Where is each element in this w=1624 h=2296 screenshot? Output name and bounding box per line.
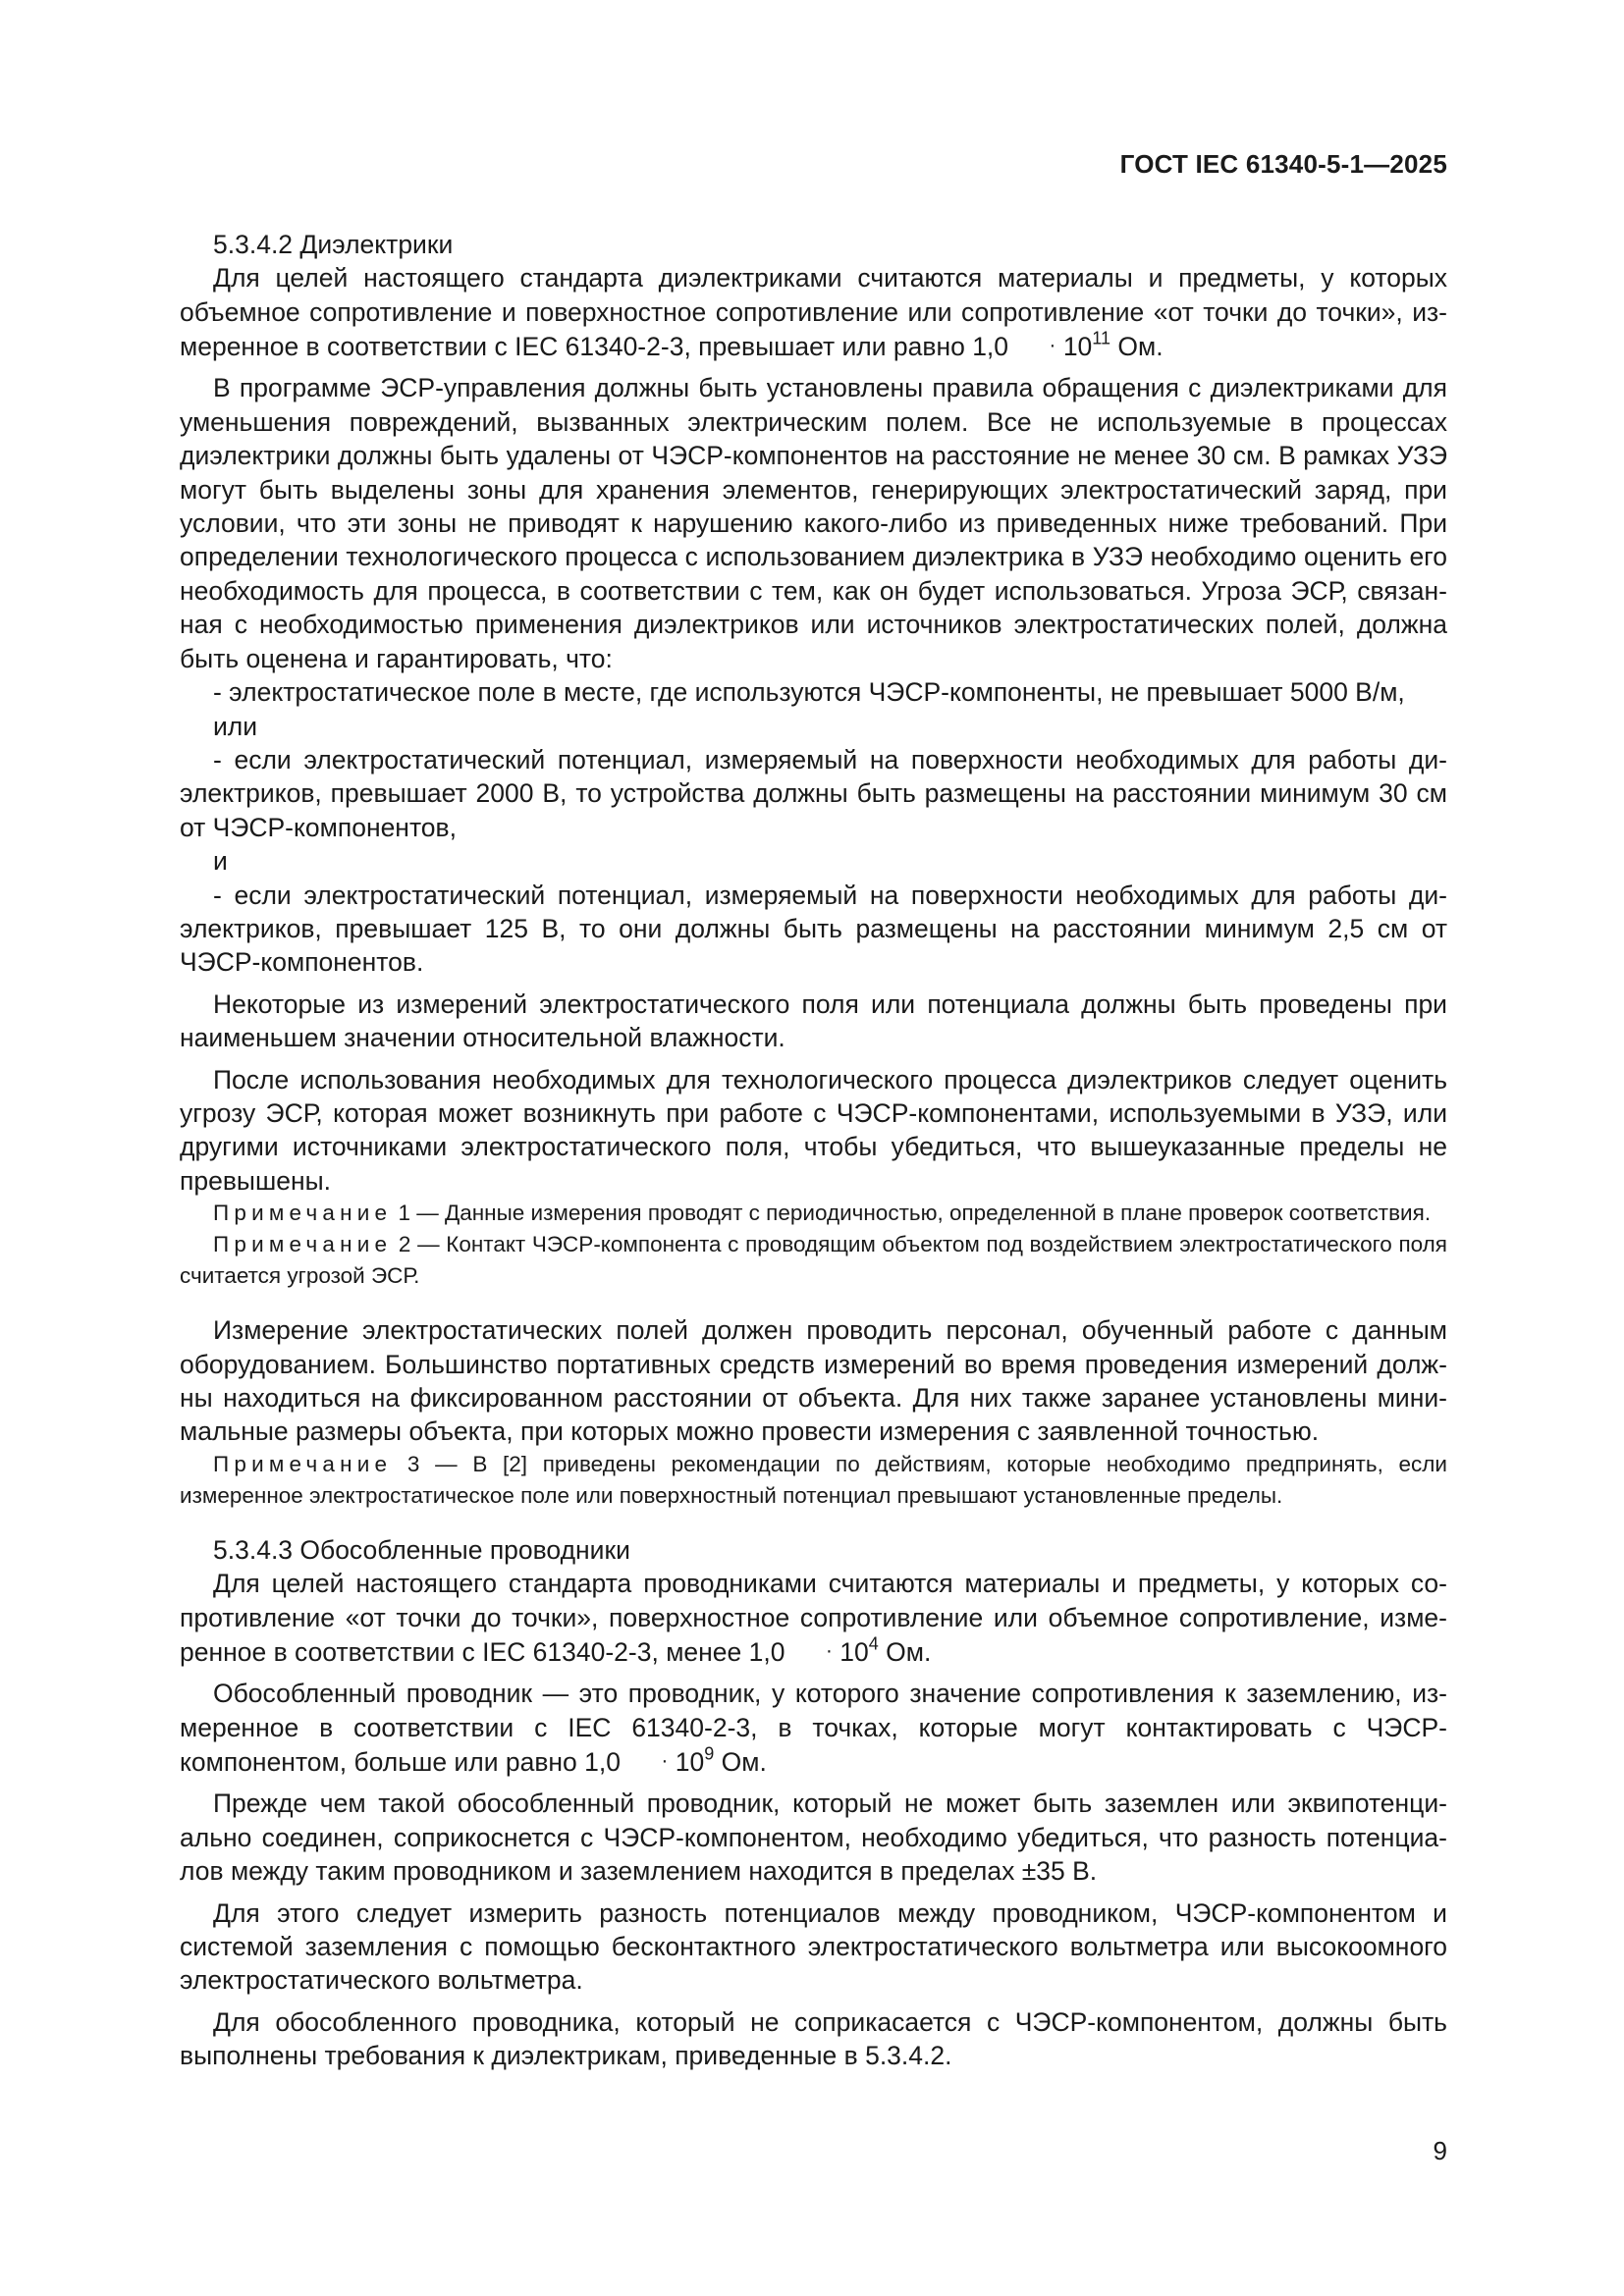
paragraph xyxy=(180,1677,1447,1779)
section-heading-dielectrics: 5.3.4.2 Диэлектрики xyxy=(213,230,454,259)
list-item: - электростатическое поле в месте, где используются ЧЭСР-компоненты, не превышает 5000 В/м, xyxy=(213,677,1405,708)
note xyxy=(180,1449,1447,1512)
text-run: Ом. xyxy=(878,1636,932,1667)
section-heading-conductors: 5.3.4.3 Обособленные проводники xyxy=(213,1534,630,1565)
conjunction: или xyxy=(213,711,258,741)
note-text: 1 — Данные измерения проводят с периодичностью, определенной в плане проверок соответствия. xyxy=(392,1201,1432,1226)
conjunction: и xyxy=(213,846,228,877)
paragraph xyxy=(180,1567,1447,1669)
note-label: Примечание xyxy=(213,1451,393,1476)
document-body xyxy=(180,228,1447,2073)
multiplication-dot: · xyxy=(825,1639,833,1663)
list-item: - если электростатический потенциал, измеряемый на поверхности необходимых для работы диэлектриков, превышает 125 В, то они должны быть размещены на расстоянии минимум 2,5 см от ЧЭСР-компонентов. xyxy=(180,880,1447,978)
paragraph: Для обособленного проводника, который не соприкасается с ЧЭСР-компонентом, должны быть выполнены требования к диэлектрикам, приведенные в 5.3.4.2. xyxy=(180,2006,1447,2071)
text-run: Ом. xyxy=(1110,332,1164,362)
text-run: Ом. xyxy=(714,1746,767,1777)
multiplication-dot: · xyxy=(1049,334,1056,357)
paragraph xyxy=(180,261,1447,363)
text-run: Обособленный проводник — это проводник, у которого значение сопротивления к заземлению, измеренное в соответствии с IEC 61340-2-3, в точках, которые могут контактировать с ЧЭСР-компонентом, больше или равно 1,0 xyxy=(180,1679,1447,1777)
paragraph: После использования необходимых для технологического процесса диэлектриков следует оценить угрозу ЭСР, которая может возникнуть при работе с ЧЭСР-компонентами, используемыми в УЗЭ, или другими источниками электростатического поля, чтобы убедиться, что вышеуказанные пределы не превышены. xyxy=(180,1064,1447,1196)
note-text: 2 — Контакт ЧЭСР-компонента с проводящим объектом под воздействием электростатического поля считается угрозой ЭСР. xyxy=(180,1232,1447,1289)
exponent: 11 xyxy=(1092,328,1110,348)
note-text: 3 — В [2] приведены рекомендации по действиям, которые необходимо предпринять, если измеренное электростатическое поле или поверхностный потенциал превышают установленные пределы. xyxy=(180,1451,1447,1508)
list-item: - если электростатический потенциал, измеряемый на поверхности необходимых для работы диэлектриков, превышает 2000 В, то устройства должны быть размещены на расстоянии минимум 30 см от ЧЭСР-компонентов, xyxy=(180,744,1447,842)
document-header: ГОСТ IEC 61340-5-1—2025 xyxy=(1119,149,1447,179)
text-run: Для целей настоящего стандарта диэлектриками считаются материалы и предметы, у которых объемное сопротивление и поверхностное сопротивление или сопротивление «от точки до точки», измеренное в соответствии с IEC 61340-2-3, превышает или равно 1,0 xyxy=(180,263,1447,362)
multiplication-dot: · xyxy=(661,1749,669,1773)
page-number: 9 xyxy=(1433,2136,1447,2165)
paragraph: В программе ЭСР-управления должны быть установлены правила обращения с диэлектриками для уменьшения повреждений, вызванных электрическим полем. Все не используемые в процессах диэлектрики должны быть удалены от ЧЭСР-компонентов на расстояние не менее 30 см. В рамках УЗЭ могут быть выделены зоны для хранения элементов, генерирующих электростатический заряд, при условии, что эти зоны не приводят к нарушению какого-либо из приведенных ниже требований. При определении технологического процесса с использованием диэлектрика в УЗЭ необходимо оценить его необходимость для процесса, в соответствии с тем, как он будет использоваться. Угроза ЭСР, связанная с необходимостью применения диэлектриков или источников электростатических полей, должна быть оценена и гарантировать, что: xyxy=(180,373,1447,673)
note xyxy=(180,1229,1447,1292)
text-run: 10 xyxy=(668,1746,705,1777)
note-label: Примечание xyxy=(213,1201,393,1226)
paragraph: Некоторые из измерений электростатического поля или потенциала должны быть проведены при наименьшем значении относительной влажности. xyxy=(180,988,1447,1053)
paragraph: Измерение электростатических полей должен проводить персонал, обученный работе с данным оборудованием. Большинство портативных средств измерений во время проведения измерений должны находиться на фиксированном расстоянии от объекта. Для них также заранее установлены минимальные размеры объекта, при которых можно провести измерения с заявленной точностью. xyxy=(180,1315,1447,1447)
text-run: 10 xyxy=(832,1636,869,1667)
text-run: Для целей настоящего стандарта проводниками считаются материалы и предметы, у которых сопротивление «от точки до точки», поверхностное сопротивление или объемное сопротивление, измеренное в соответствии с IEC 61340-2-3, менее 1,0 xyxy=(180,1569,1447,1667)
paragraph: Для этого следует измерить разность потенциалов между проводником, ЧЭСР-компонентом и системой заземления с помощью бесконтактного электростатического вольтметра или высокоомного электростатического вольтметра. xyxy=(180,1897,1447,1996)
text-run: 10 xyxy=(1056,332,1093,362)
exponent: 9 xyxy=(704,1743,715,1764)
note xyxy=(180,1198,1447,1229)
paragraph: Прежде чем такой обособленный проводник, который не может быть заземлен или эквипотенциально соединен, соприкоснется с ЧЭСР-компонентом, необходимо убедиться, что разность потенциалов между таким проводником и заземлением находится в пределах ±35 В. xyxy=(180,1789,1447,1887)
note-label: Примечание xyxy=(213,1232,393,1257)
exponent: 4 xyxy=(868,1633,879,1654)
